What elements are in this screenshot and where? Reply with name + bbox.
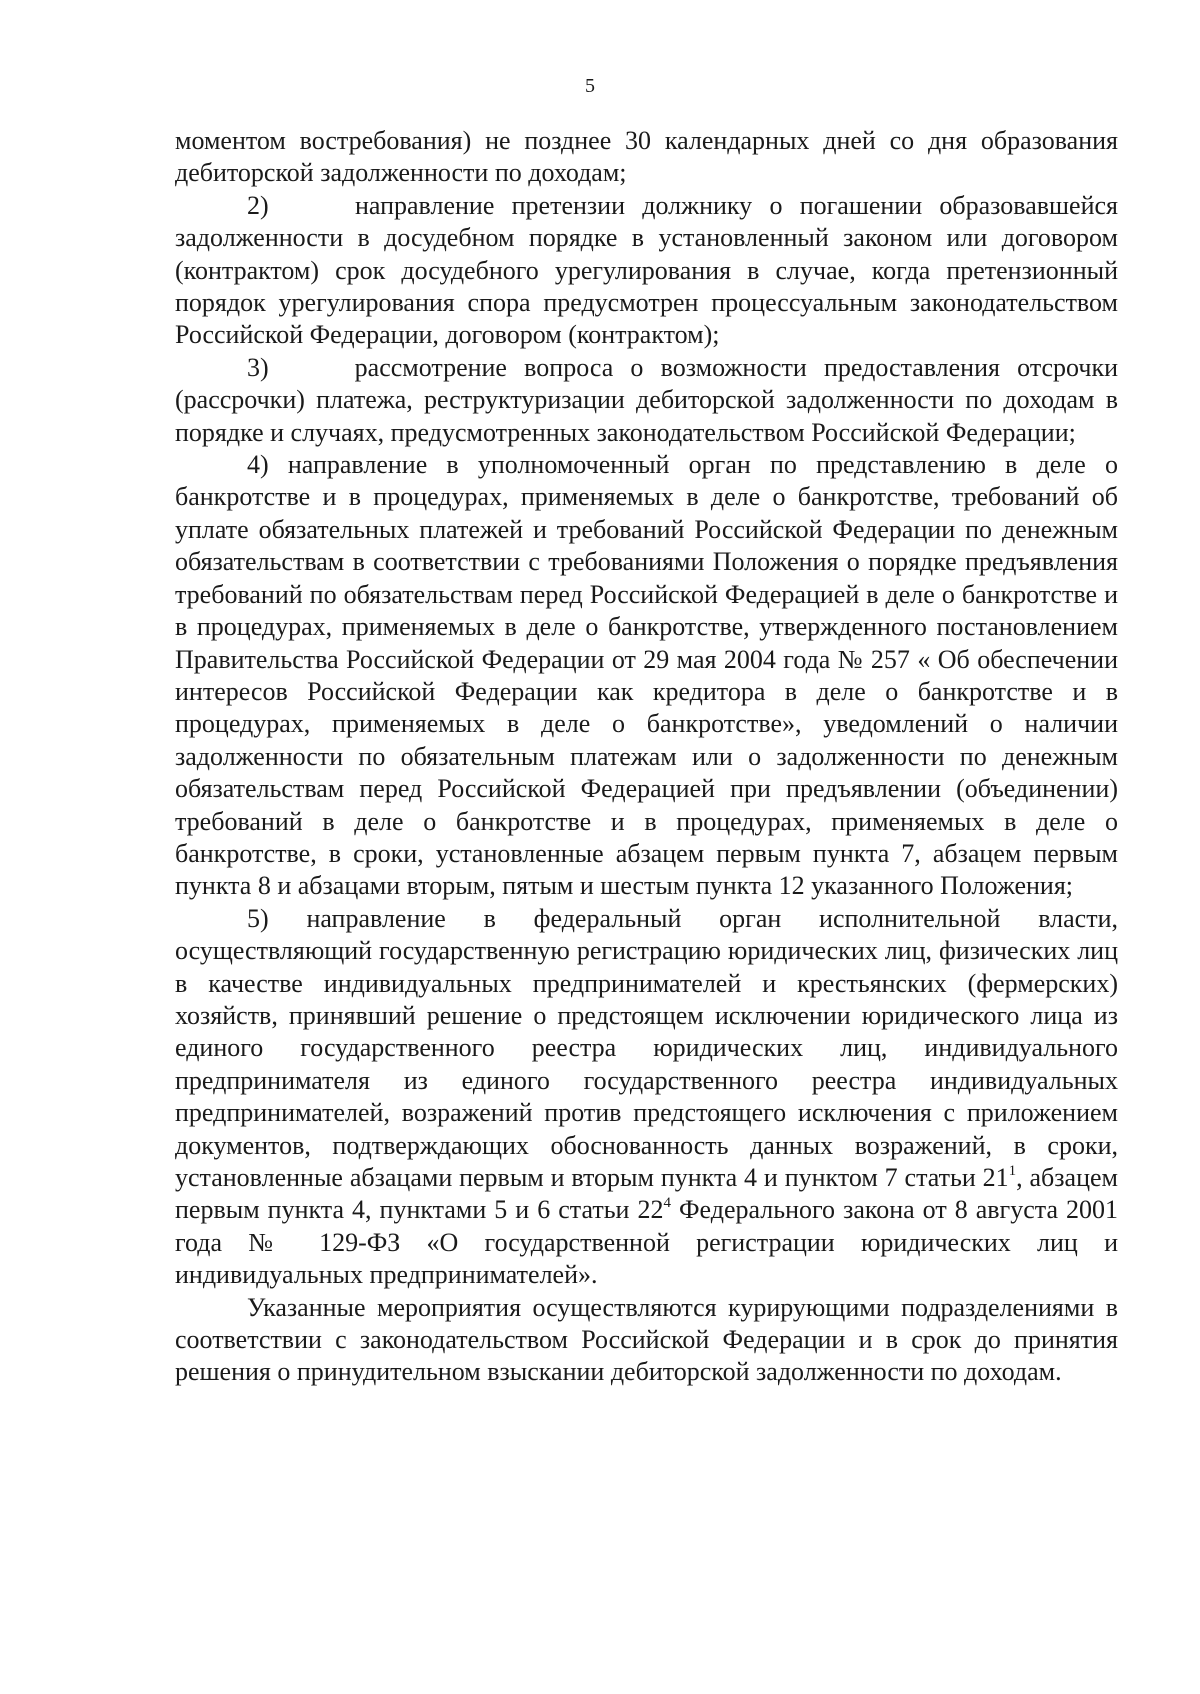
list-item-4: 4) направление в уполномоченный орган по представлению в деле о банкротстве и в процедурах, применяемых в деле о банкротстве, требований об уплате обязательных платежей и требований Российской Федерации по денежным обязательствам в соответствии с требованиями Положения о порядке предъявления требований по обязательствам перед Российской Федерацией в деле о банкротстве и в процедурах, применяемых в деле о банкротстве, утвержденного постановлением Правительства Российской Федерации от 29 мая 2004 года № 257 « Об обеспечении интересов Российской Федерации как кредитора в деле о банкротстве и в процедурах, применяемых в деле о банкротстве», уведомлений о наличии задолженности по обязательным платежам или о задолженности по денежным обязательствам перед Российской Федерацией при предъявлении (объединении) требований в деле о банкротстве и в процедурах, применяемых в деле о банкротстве, в сроки, установленные абзацем первым пункта 7, абзацем первым пункта 8 и абзацами вторым, пятым и шестым пункта 12 указанного Положения; [175,450,1118,901]
list-item-3: 3) рассмотрение вопроса о возможности предоставления отсрочки (рассрочки) платежа, реструктуризации дебиторской задолженности по доходам в порядке и случаях, предусмотренных законодательством Российской Федерации; [175,352,1118,447]
list-item-2: 2) направление претензии должнику о погашении образовавшейся задолженности в досудебном порядке в установленный законом или договором (контрактом) срок досудебного урегулирования в случае, когда претензионный порядок урегулирования спора предусмотрен процессуальным законодательством Российской Федерации, договором (контрактом); [175,190,1118,350]
page-number: 5 [585,75,595,97]
paragraph-continuation: моментом востребования) не позднее 30 календарных дней со дня образования дебиторской задолженности по доходам; [175,126,1118,188]
superscript-article-21: 1 [1008,1163,1017,1179]
list-item-5 [175,903,1118,1292]
list-item-5-text-c: Федерального закона от 8 августа 2001 года № 129-ФЗ «О государственной регистрации юридических лиц и индивидуальных предпринимателей». [175,1195,1119,1290]
list-item-5-text-b: , абзацем первым пункта 4, пунктами 5 и 6 статьи 22 [175,1163,1118,1225]
closing-paragraph: Указанные мероприятия осуществляются курирующими подразделениями в соответствии с законодательством Российской Федерации и в срок до принятия решения о принудительном взыскании дебиторской задолженности по доходам. [175,1292,1118,1387]
list-item-5-text-a: 5) направление в федеральный орган исполнительной власти, осуществляющий государственную регистрацию юридических лиц, физических лиц в качестве индивидуальных предпринимателей и крестьянских (фермерских) хозяйств, принявший решение о предстоящем исключении юридического лица из единого государственного реестра юридических лиц, индивидуального предпринимателя из единого государственного реестра индивидуальных предпринимателей, возражений против предстоящего исключения с приложением документов, подтверждающих обоснованность данных возражений, в сроки, установленные абзацами первым и вторым пункта 4 и пунктом 7 статьи 21 [175,903,1118,1192]
document-body [175,125,1118,1389]
superscript-article-22: 4 [663,1195,671,1212]
